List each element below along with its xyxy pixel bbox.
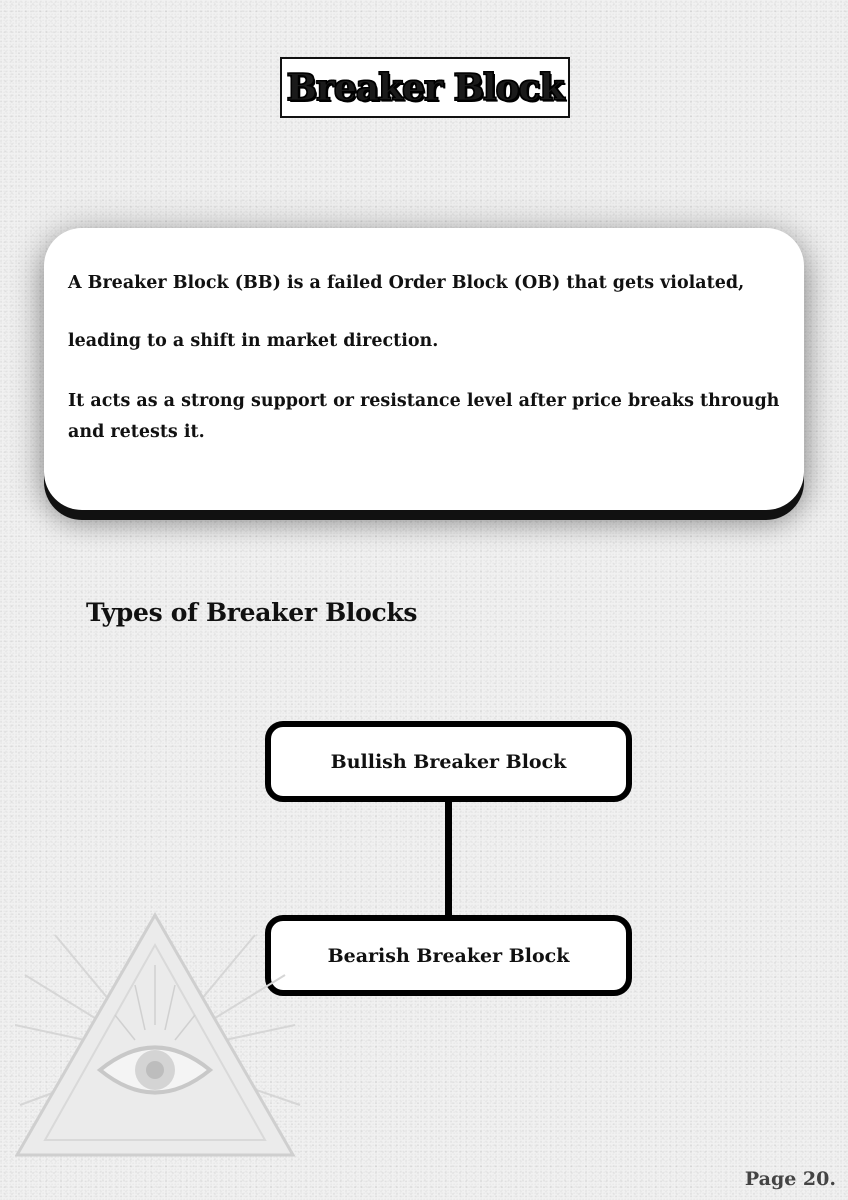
diagram-connector bbox=[445, 802, 452, 916]
section-title: Types of Breaker Blocks bbox=[86, 598, 418, 627]
all-seeing-eye-icon bbox=[15, 905, 305, 1169]
definition-line-1: A Breaker Block (BB) is a failed Order Block (OB) that gets violated, bbox=[68, 273, 745, 293]
bullish-breaker-block-node: Bullish Breaker Block bbox=[265, 721, 632, 802]
definition-line-2: leading to a shift in market direction. bbox=[68, 331, 439, 351]
definition-card bbox=[44, 228, 804, 510]
bearish-breaker-block-node: Bearish Breaker Block bbox=[265, 915, 632, 996]
page-number: Page 20. bbox=[744, 1168, 836, 1190]
page-title: Breaker Block bbox=[286, 66, 564, 109]
definition-line-4: and retests it. bbox=[68, 422, 205, 442]
definition-line-3: It acts as a strong support or resistance level after price breaks through bbox=[68, 391, 780, 411]
page-title-box bbox=[280, 57, 570, 118]
